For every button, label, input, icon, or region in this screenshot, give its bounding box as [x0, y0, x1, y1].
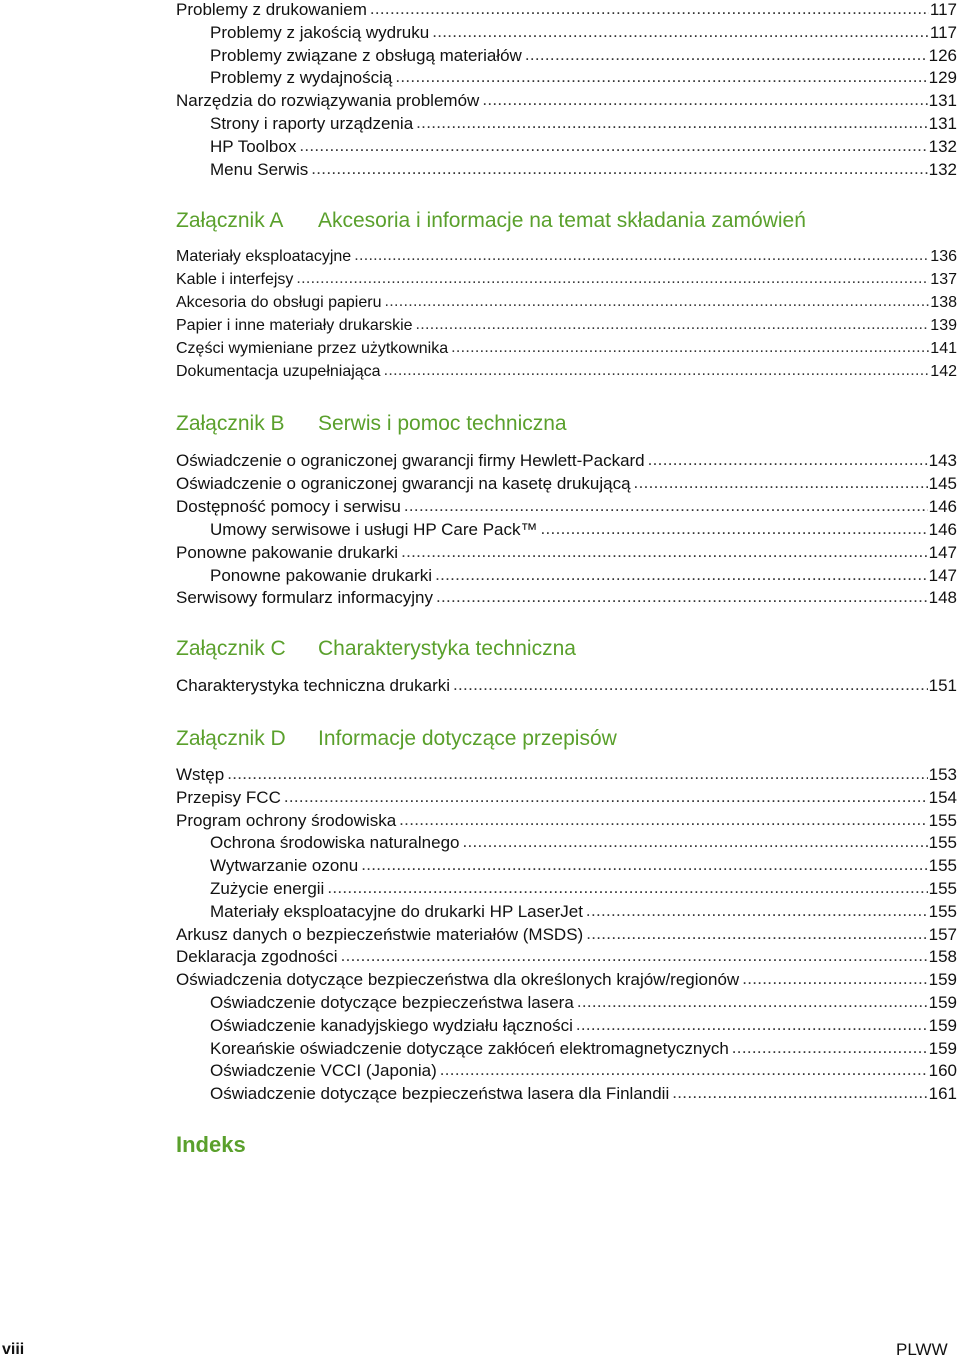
toc-entry[interactable]	[210, 1082, 957, 1105]
dot-leader	[384, 359, 930, 382]
toc-entry-title: Akcesoria do obsługi papieru	[176, 294, 382, 311]
toc-entry-page: 141	[930, 340, 957, 357]
appendix-label: Załącznik B	[176, 412, 285, 435]
toc-entry-title: Oświadczenie o ograniczonej gwarancji firmy Hewlett-Packard	[176, 451, 645, 470]
toc-entry-title: Narzędzia do rozwiązywania problemów	[176, 91, 480, 111]
dot-leader	[416, 313, 930, 336]
toc-entry[interactable]	[176, 945, 957, 968]
toc-entry[interactable]	[176, 968, 957, 991]
toc-entry-page: 137	[930, 271, 957, 288]
toc-entry-page: 160	[928, 1061, 957, 1081]
toc-entry-page: 142	[930, 363, 957, 380]
toc-entry-title: Przepisy FCC	[176, 787, 281, 807]
dot-leader	[416, 111, 927, 134]
toc-entry-title: Menu Serwis	[210, 159, 309, 179]
toc-entry[interactable]	[210, 991, 957, 1014]
dot-leader	[436, 585, 928, 608]
toc-entry-title: Oświadczenie dotyczące bezpieczeństwa lasera dla Finlandii	[210, 1084, 670, 1104]
dot-leader	[395, 65, 927, 88]
dot-leader	[451, 336, 929, 359]
toc-entry-page: 157	[928, 924, 957, 944]
dot-leader	[576, 1013, 928, 1036]
dot-leader	[299, 134, 927, 157]
toc-entry-title: HP Toolbox	[210, 136, 297, 156]
dot-leader	[327, 876, 927, 899]
toc-entry-title: Ochrona środowiska naturalnego	[210, 833, 460, 853]
toc-entry[interactable]	[176, 541, 957, 564]
toc-entry-page: 132	[928, 136, 957, 156]
toc-entry[interactable]	[176, 0, 957, 21]
toc-entry-title: Problemy z drukowaniem	[176, 0, 367, 19]
toc-entry-title: Kable i interfejsy	[176, 271, 294, 288]
toc-entry[interactable]	[176, 809, 957, 832]
toc-entry[interactable]	[210, 831, 957, 854]
toc-entry-title: Ponowne pakowanie drukarki	[210, 565, 433, 585]
toc-entry[interactable]	[176, 245, 957, 268]
toc-entry-page: 132	[928, 159, 957, 179]
toc-entry[interactable]	[176, 763, 957, 786]
dot-leader	[341, 944, 928, 967]
appendix-title: Akcesoria i informacje na temat składania zamówień	[318, 209, 806, 232]
dot-leader	[648, 448, 928, 471]
toc-entry-page: 155	[928, 810, 957, 830]
appendix-label: Załącznik D	[176, 727, 286, 750]
toc-entry-page: 159	[928, 1015, 957, 1035]
toc-entry-title: Ponowne pakowanie drukarki	[176, 542, 399, 562]
toc-entry[interactable]	[210, 1037, 957, 1060]
dot-leader	[435, 563, 928, 586]
dot-leader	[525, 43, 928, 66]
dot-leader	[586, 922, 927, 945]
toc-entry-page: 131	[928, 114, 957, 133]
toc-entry[interactable]	[176, 674, 957, 697]
toc-entry-page: 154	[928, 787, 957, 807]
toc-entry-page: 136	[930, 248, 957, 265]
toc-entry[interactable]	[176, 314, 957, 337]
dot-leader	[284, 785, 928, 808]
toc-entry[interactable]	[176, 472, 957, 495]
dot-leader	[440, 1058, 928, 1081]
dot-leader	[672, 1081, 927, 1104]
appendix-label: Załącznik C	[176, 637, 286, 660]
dot-leader	[541, 517, 928, 540]
toc-entry[interactable]	[210, 854, 957, 877]
toc-entry[interactable]	[176, 495, 957, 518]
toc-entry-page: 155	[928, 833, 957, 853]
toc-entry[interactable]	[210, 1014, 957, 1037]
dot-leader	[634, 471, 928, 494]
toc-entry-page: 139	[930, 317, 957, 334]
toc-entry-page: 155	[928, 879, 957, 898]
toc-entry[interactable]	[210, 158, 957, 181]
toc-entry-title: Koreańskie oświadczenie dotyczące zakłóceń elektromagnetycznych	[210, 1038, 729, 1058]
toc-entry-page: 148	[928, 588, 957, 608]
toc-entry-page: 131	[928, 91, 957, 111]
toc-entry-page: 143	[928, 451, 957, 470]
toc-entry-page: 146	[928, 496, 957, 516]
toc-entry-title: Wstęp	[176, 765, 225, 784]
toc-entry[interactable]	[210, 900, 957, 923]
dot-leader	[404, 494, 928, 517]
toc-entry[interactable]	[176, 786, 957, 809]
dot-leader	[401, 540, 928, 563]
appendix-title: Serwis i pomoc techniczna	[318, 412, 567, 435]
dot-leader	[296, 267, 929, 290]
toc-entry[interactable]	[210, 135, 957, 158]
toc-entry-title: Program ochrony środowiska	[176, 810, 397, 830]
toc-entry-title: Dostępność pomocy i serwisu	[176, 496, 401, 516]
toc-entry-page: 129	[928, 68, 957, 88]
toc-entry[interactable]	[176, 360, 957, 383]
toc-entry-page: 146	[928, 519, 957, 539]
toc-entry[interactable]	[210, 44, 957, 67]
toc-entry-title: Oświadczenie kanadyjskiego wydziału łączności	[210, 1015, 573, 1035]
toc-entry-page: 145	[928, 473, 957, 493]
dot-leader	[361, 853, 927, 876]
toc-entry-page: 126	[928, 45, 957, 65]
toc-entry-title: Serwisowy formularz informacyjny	[176, 588, 433, 608]
toc-entry-page: 147	[928, 565, 957, 585]
toc-entry[interactable]	[210, 1059, 957, 1082]
dot-leader	[732, 1036, 928, 1059]
toc-entry[interactable]	[210, 877, 957, 900]
toc-entry-page: 159	[928, 993, 957, 1012]
toc-entry-page: 151	[928, 676, 957, 695]
toc-entry-page: 158	[928, 947, 957, 967]
toc-entry-title: Materiały eksploatacyjne do drukarki HP LaserJet	[210, 901, 583, 921]
dot-leader	[370, 0, 929, 20]
toc-entry-title: Oświadczenie dotyczące bezpieczeństwa lasera	[210, 993, 574, 1012]
toc-entry[interactable]	[210, 21, 957, 44]
toc-entry[interactable]	[176, 291, 957, 314]
toc-entry-title: Części wymieniane przez użytkownika	[176, 340, 449, 357]
index-heading[interactable]: Indeks	[176, 1132, 246, 1157]
toc-entry[interactable]	[210, 518, 957, 541]
dot-leader	[577, 990, 928, 1013]
toc-entry-page: 153	[928, 765, 957, 784]
dot-leader	[586, 899, 928, 922]
dot-leader	[227, 762, 927, 785]
toc-entry-title: Deklaracja zgodności	[176, 947, 338, 967]
toc-entry-title: Materiały eksploatacyjne	[176, 248, 352, 265]
toc-entry[interactable]	[176, 337, 957, 360]
toc-entry[interactable]	[210, 66, 957, 89]
dot-leader	[354, 244, 929, 267]
toc-entry[interactable]	[210, 112, 957, 135]
page-number: viii	[2, 1341, 25, 1358]
toc-entry-title: Problemy z wydajnością	[210, 68, 393, 88]
footer-code: PLWW	[896, 1340, 948, 1359]
toc-entry-title: Umowy serwisowe i usługi HP Care Pack™	[210, 519, 538, 539]
toc-entry-page: 159	[928, 970, 957, 990]
toc-entry-page: 155	[928, 901, 957, 921]
appendix-title: Charakterystyka techniczna	[318, 637, 576, 660]
dot-leader	[462, 830, 927, 853]
dot-leader	[742, 967, 927, 990]
toc-entry-page: 138	[930, 294, 957, 311]
toc-entry-page: 159	[928, 1038, 957, 1058]
toc-entry-title: Oświadczenie o ograniczonej gwarancji na kasetę drukującą	[176, 473, 631, 493]
dot-leader	[311, 157, 927, 180]
toc-entry-title: Zużycie energii	[210, 879, 325, 898]
toc-entry-title: Dokumentacja uzupełniająca	[176, 363, 381, 380]
toc-entry[interactable]	[176, 449, 957, 472]
appendix-a-heading	[176, 207, 957, 235]
toc-entry-page: 117	[929, 0, 957, 19]
toc-entry[interactable]	[176, 586, 957, 609]
appendix-label: Załącznik A	[176, 209, 284, 232]
toc-entry-page: 161	[928, 1084, 957, 1104]
dot-leader	[384, 290, 929, 313]
toc-entry-page: 155	[928, 856, 957, 876]
toc-entry-title: Oświadczenie VCCI (Japonia)	[210, 1061, 437, 1081]
toc-entry-title: Problemy z jakością wydruku	[210, 22, 430, 42]
appendix-d-heading	[176, 725, 957, 753]
toc-entry[interactable]	[176, 268, 957, 291]
appendix-b-heading	[176, 410, 957, 438]
toc-entry-page: 117	[929, 22, 957, 42]
toc-entry-title: Problemy związane z obsługą materiałów	[210, 45, 522, 65]
toc-entry-page: 147	[928, 542, 957, 562]
toc-entry-title: Charakterystyka techniczna drukarki	[176, 676, 451, 695]
dot-leader	[399, 808, 927, 831]
toc-entry-title: Papier i inne materiały drukarskie	[176, 317, 413, 334]
toc-entry-title: Strony i raporty urządzenia	[210, 114, 414, 133]
toc-entry[interactable]	[176, 89, 957, 112]
appendix-title: Informacje dotyczące przepisów	[318, 727, 617, 750]
toc-entry-title: Oświadczenia dotyczące bezpieczeństwa dla określonych krajów/regionów	[176, 970, 740, 990]
appendix-c-heading	[176, 635, 957, 663]
toc-entry-title: Wytwarzanie ozonu	[210, 856, 359, 876]
toc-entry-title: Arkusz danych o bezpieczeństwie materiałów (MSDS)	[176, 924, 584, 944]
dot-leader	[432, 20, 929, 43]
dot-leader	[482, 88, 927, 111]
toc-entry[interactable]	[210, 564, 957, 587]
dot-leader	[453, 673, 928, 696]
toc-entry[interactable]	[176, 923, 957, 946]
